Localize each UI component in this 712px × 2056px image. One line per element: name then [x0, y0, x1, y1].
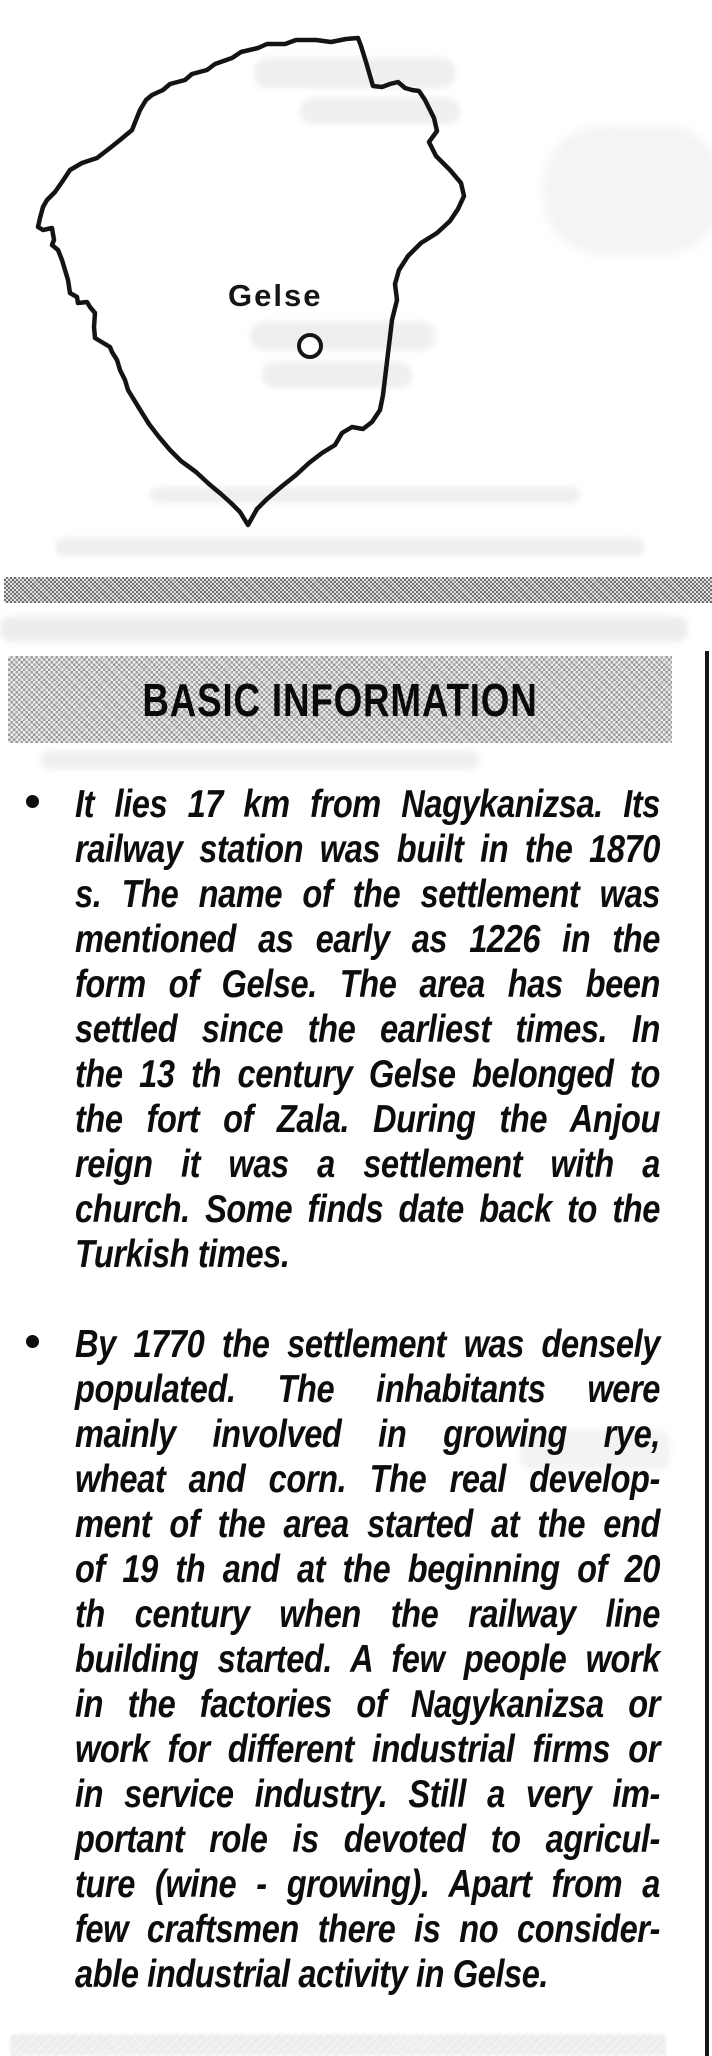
text-line: wheat and corn. The real develop- — [75, 1458, 660, 1501]
text-line: reign it was a settlement with a — [75, 1143, 660, 1186]
bottom-bleed-band — [10, 2034, 666, 2056]
bullet-item — [0, 1322, 712, 1997]
text-line: ment of the area started at the end — [75, 1503, 660, 1546]
map-outline — [0, 0, 712, 560]
text-line: portant role is devoted to agricul- — [75, 1818, 660, 1861]
text-line: th century when the railway line — [75, 1593, 660, 1636]
text-line: church. Some finds date back to the — [75, 1188, 660, 1231]
town-label: Gelse — [228, 278, 323, 313]
text-line: mentioned as early as 1226 in the — [75, 918, 660, 961]
text-line: populated. The inhabitants were — [75, 1368, 660, 1411]
town-marker-icon — [297, 333, 323, 359]
paragraph — [75, 782, 660, 1277]
text-line: able industrial activity in Gelse. — [75, 1953, 549, 1996]
text-line: settled since the earliest times. In — [75, 1008, 660, 1051]
paragraph — [75, 1322, 660, 1997]
text-line: s. The name of the settlement was — [75, 873, 660, 916]
text-line: It lies 17 km from Nagykanizsa. Its — [75, 783, 660, 826]
text-line: in the factories of Nagykanizsa or — [75, 1683, 660, 1726]
column-rule — [705, 651, 709, 2056]
text-line: form of Gelse. The area has been — [75, 963, 660, 1006]
text-line: few craftsmen there is no consider- — [75, 1908, 660, 1951]
text-line: in service industry. Still a very im- — [75, 1773, 660, 1816]
section-header — [8, 656, 672, 743]
text-line: ture (wine - growing). Apart from a — [75, 1863, 660, 1906]
text-line: mainly involved in growing rye, — [75, 1413, 660, 1456]
text-line: of 19 th and at the beginning of 20 — [75, 1548, 660, 1591]
text-line: railway station was built in the 1870 — [75, 828, 660, 871]
text-line: the fort of Zala. During the Anjou — [75, 1098, 660, 1141]
section-divider — [4, 577, 712, 603]
bleed-ghost — [0, 616, 688, 642]
bleed-ghost — [40, 751, 480, 769]
text-line: work for different industrial firms or — [75, 1728, 660, 1771]
text-line: By 1770 the settlement was densely — [75, 1323, 660, 1366]
bullet-dot-icon — [26, 795, 39, 808]
bullet-dot-icon — [26, 1335, 39, 1348]
text-line: building started. A few people work — [75, 1638, 660, 1681]
section-title: BASIC INFORMATION — [142, 673, 538, 726]
text-line: the 13 th century Gelse belonged to — [75, 1053, 660, 1096]
bullet-list — [0, 782, 712, 2042]
text-line: Turkish times. — [75, 1233, 290, 1276]
bullet-item — [0, 782, 712, 1277]
